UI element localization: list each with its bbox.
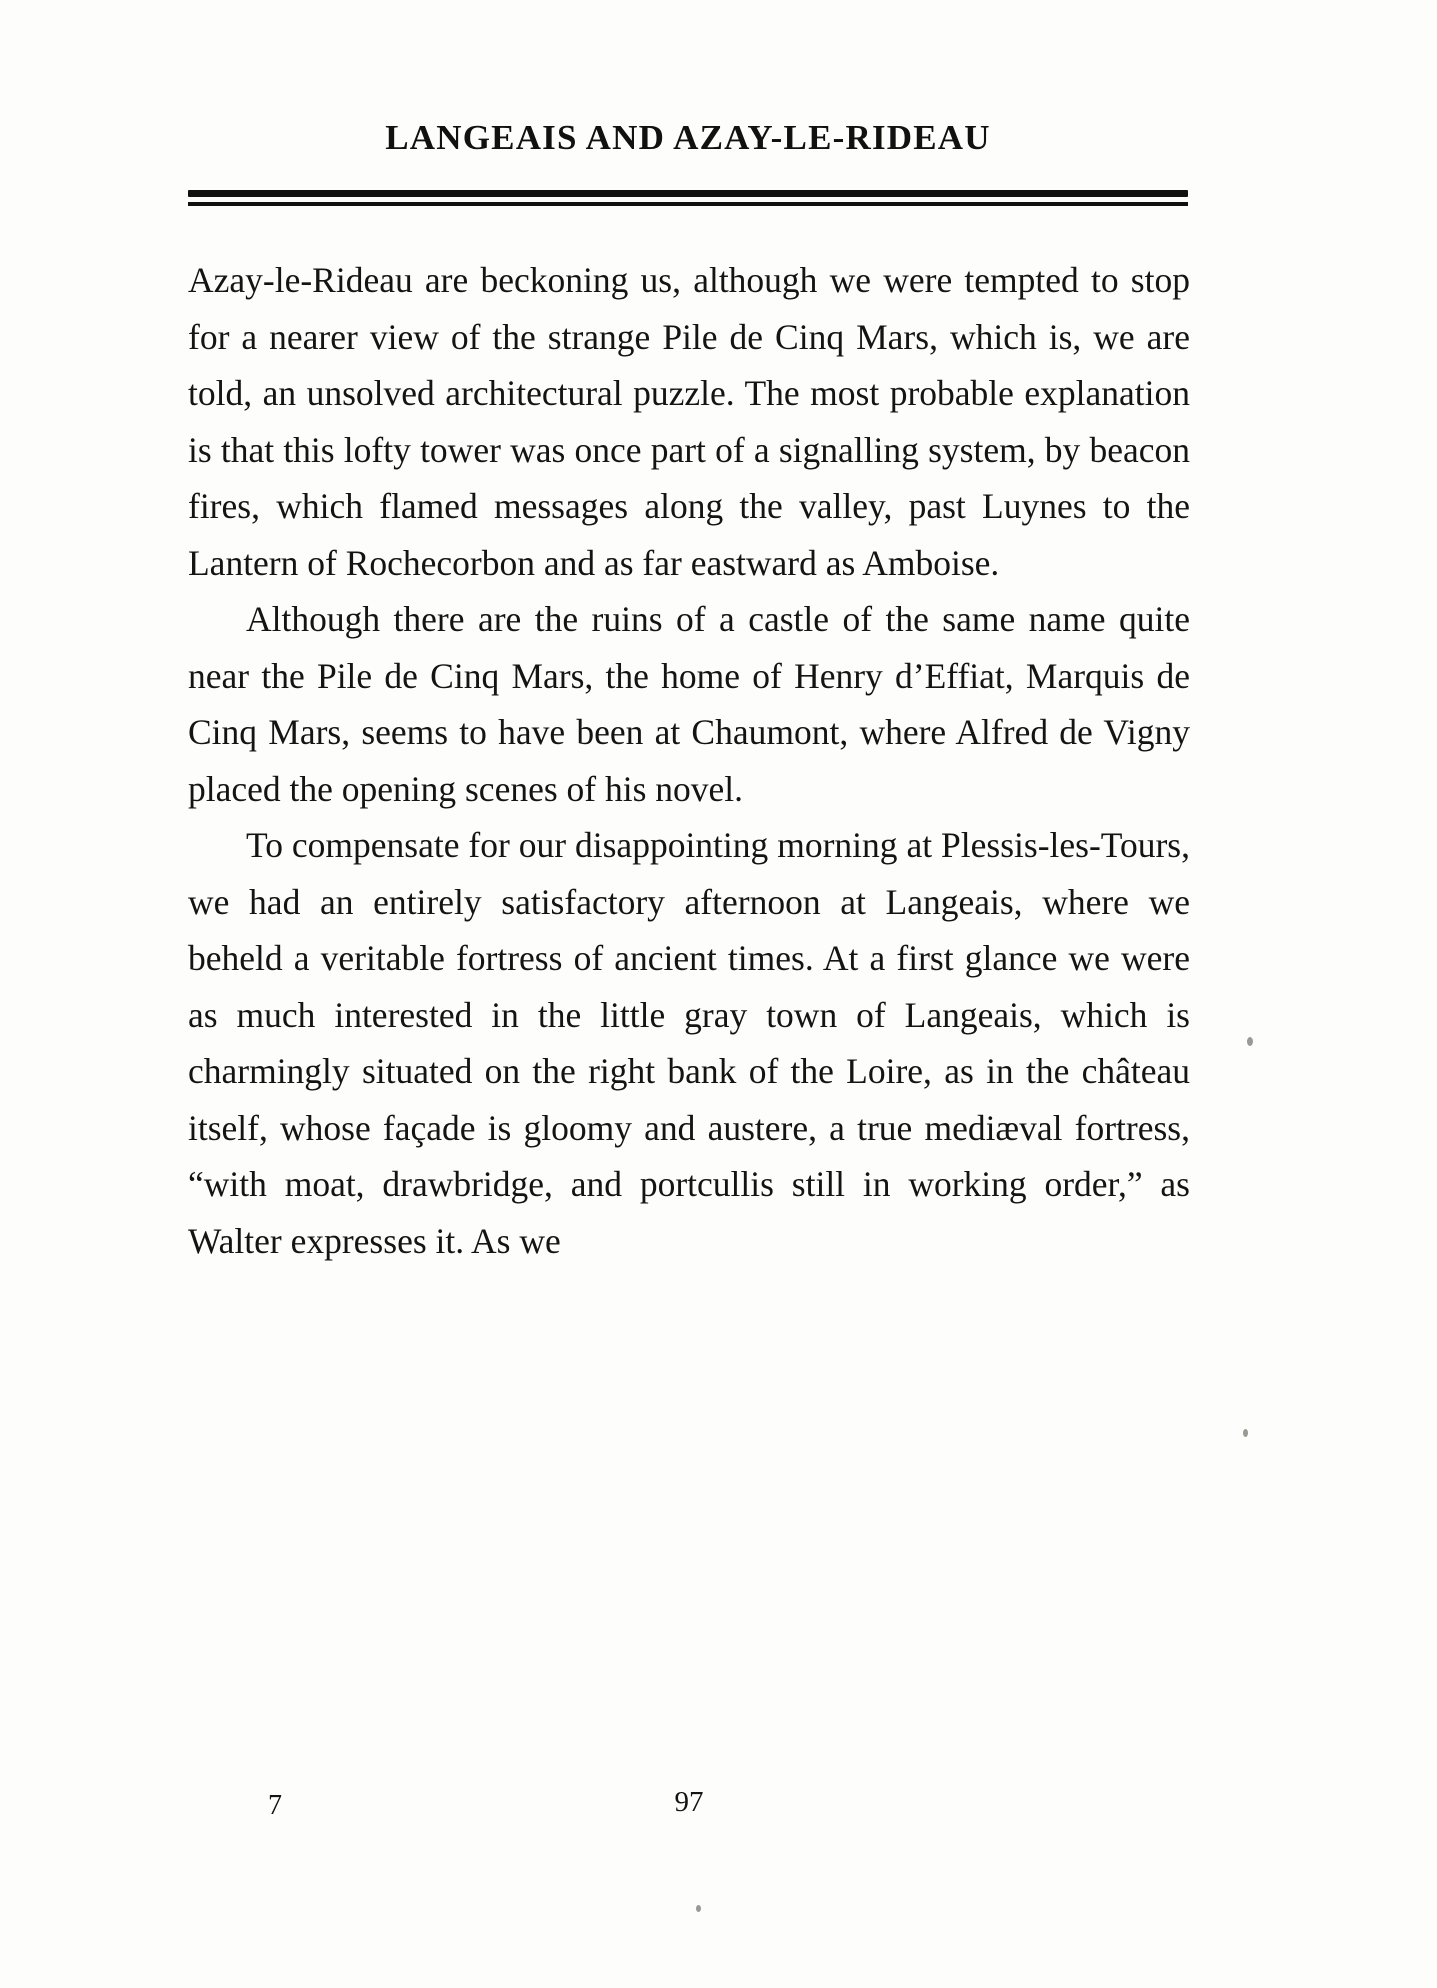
paper-speck bbox=[1243, 1429, 1248, 1437]
header-rule bbox=[188, 190, 1188, 206]
page-number: 97 bbox=[674, 1786, 704, 1818]
header-rule-thin bbox=[188, 202, 1188, 206]
signature-mark: 7 bbox=[268, 1790, 282, 1821]
paper-speck bbox=[1247, 1037, 1253, 1046]
page-body bbox=[188, 252, 1190, 1269]
paragraph: Azay-le-Rideau are beckoning us, although we were tempted to stop for a nearer view of the strange Pile de Cinq Mars, which is, we are told, an unsolved architectural puzzle. The most probable explanation is that this lofty tower was once part of a signalling system, by beacon fires, which flamed messages along the valley, past Luynes to the Lantern of Rochecorbon and as far eastward as Amboise. bbox=[188, 260, 1190, 583]
page-running-head: LANGEAIS AND AZAY-LE-RIDEAU bbox=[385, 118, 991, 157]
paper-speck bbox=[696, 1905, 701, 1912]
paragraph: To compensate for our disappointing morning at Plessis-les-Tours, we had an entirely satisfactory afternoon at Langeais, where we beheld a veritable fortress of ancient times. At a first glance we were as much interested in the little gray town of Langeais, which is charmingly situated on the right bank of the Loire, as in the château itself, whose façade is gloomy and austere, a true mediæval fortress, “with moat, drawbridge, and portcullis still in working order,” as Walter expresses it. As we bbox=[188, 825, 1190, 1261]
header-rule-thick bbox=[188, 190, 1188, 197]
paragraph: Although there are the ruins of a castle of the same name quite near the Pile de Cinq Mars, the home of Henry d’Effiat, Marquis de Cinq Mars, seems to have been at Chaumont, where Alfred de Vigny placed the opening scenes of his novel. bbox=[188, 599, 1190, 809]
